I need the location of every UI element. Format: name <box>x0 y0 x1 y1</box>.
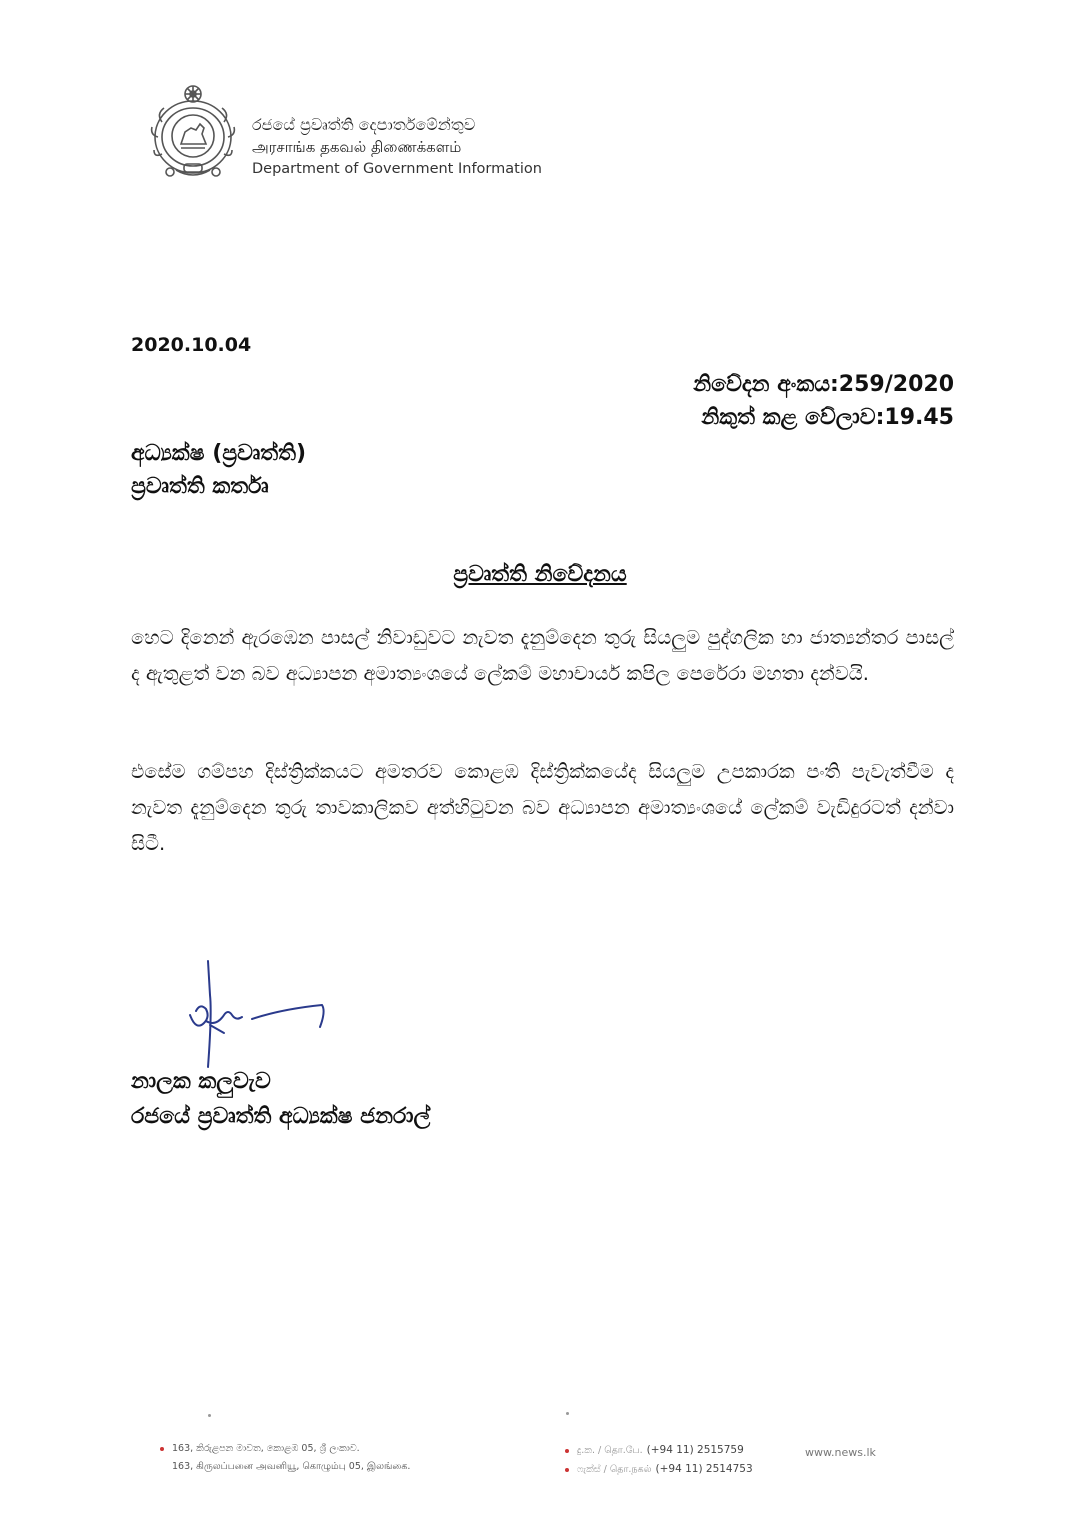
footer-telephone: දු.ක. / தொ.பே. (+94 11) 2515759 <box>565 1441 753 1460</box>
body-paragraph-2: එසේම ගම්පහ දිස්ත්‍රික්කයට අමතරව කොළඹ දිස්ත්‍රික්කයේද සියලුම උපකාරක පංති පැවැත්වීම ද නැවත දැනුම්දෙන තුරු තාවකාලිකව අත්හිටුවන බව අධ්‍යාපන අමාත්‍යංශයේ ලේකම් වැඩිදුරටත් දන්වා සිටී. <box>131 760 954 855</box>
addressee <box>131 437 306 503</box>
release-number: නිවේදන අංකය:259/2020 <box>693 372 954 397</box>
document-subject-text: ප්‍රවෘත්ති නිවේදනය <box>453 562 627 587</box>
release-time: නිකුත් කළ වේලාව:19.45 <box>701 405 954 430</box>
bullet-dot-icon <box>160 1447 164 1451</box>
department-name-english: Department of Government Information <box>252 161 542 177</box>
department-name-block <box>252 114 542 180</box>
footer <box>0 1410 1080 1490</box>
footer-address-tamil: 163, கிருலப்பனை அவனியூ, கொழும்பு 05, இலங்கை. <box>172 1461 411 1472</box>
body-paragraph-1: හෙට දිනෙන් ඇරඹෙන පාසල් නිවාඩුවට නැවත දැනුම්දෙන තුරු සියලුම පුද්ගලික හා ජාත්‍යන්තර පාසල් ද ඇතුළත් වන බව අධ්‍යාපන අමාත්‍යංශයේ ලේකම් මහාචාර්ය කපිල පෙරේරා මහතා දන්වයි. <box>131 626 954 685</box>
department-name-sinhala: රජයේ ප්‍රවෘත්ති දෙපාර්තමේන්තුව <box>252 115 476 134</box>
document-subject <box>0 562 1080 587</box>
bullet-dot-icon <box>565 1468 569 1472</box>
handwritten-signature <box>178 955 338 1075</box>
signatory-title: රජයේ ප්‍රවෘත්ති අධ්‍යක්ෂ ජනරාල් <box>131 1104 431 1129</box>
signatory <box>131 1064 430 1134</box>
release-date: 2020.10.04 <box>131 334 252 356</box>
footer-address-sinhala: 163, කිරුළපන මාවත, කොළඹ 05, ශ්‍රී ලංකාව. <box>160 1440 410 1458</box>
bullet-dot-icon <box>565 1449 569 1453</box>
sri-lanka-state-emblem-icon <box>148 82 238 182</box>
signatory-name: නාලක කලුවැව <box>131 1069 271 1094</box>
release-reference <box>693 368 954 434</box>
footer-fax: ෆැක්ස් / தொ.நகல் (+94 11) 2514753 <box>565 1460 753 1479</box>
scan-speck <box>566 1412 569 1415</box>
footer-contact <box>565 1441 753 1479</box>
footer-address <box>160 1440 410 1476</box>
department-name-tamil: அரசாங்க தகவல் திணைக்களம் <box>252 138 462 156</box>
scan-speck <box>208 1414 211 1417</box>
addressee-line-2: ප්‍රවෘත්ති කර්තෘ <box>131 474 269 499</box>
addressee-line-1: අධ්‍යක්ෂ (ප්‍රවෘත්ති) <box>131 441 306 466</box>
footer-website: www.news.lk <box>805 1446 876 1459</box>
letterhead <box>148 80 588 190</box>
